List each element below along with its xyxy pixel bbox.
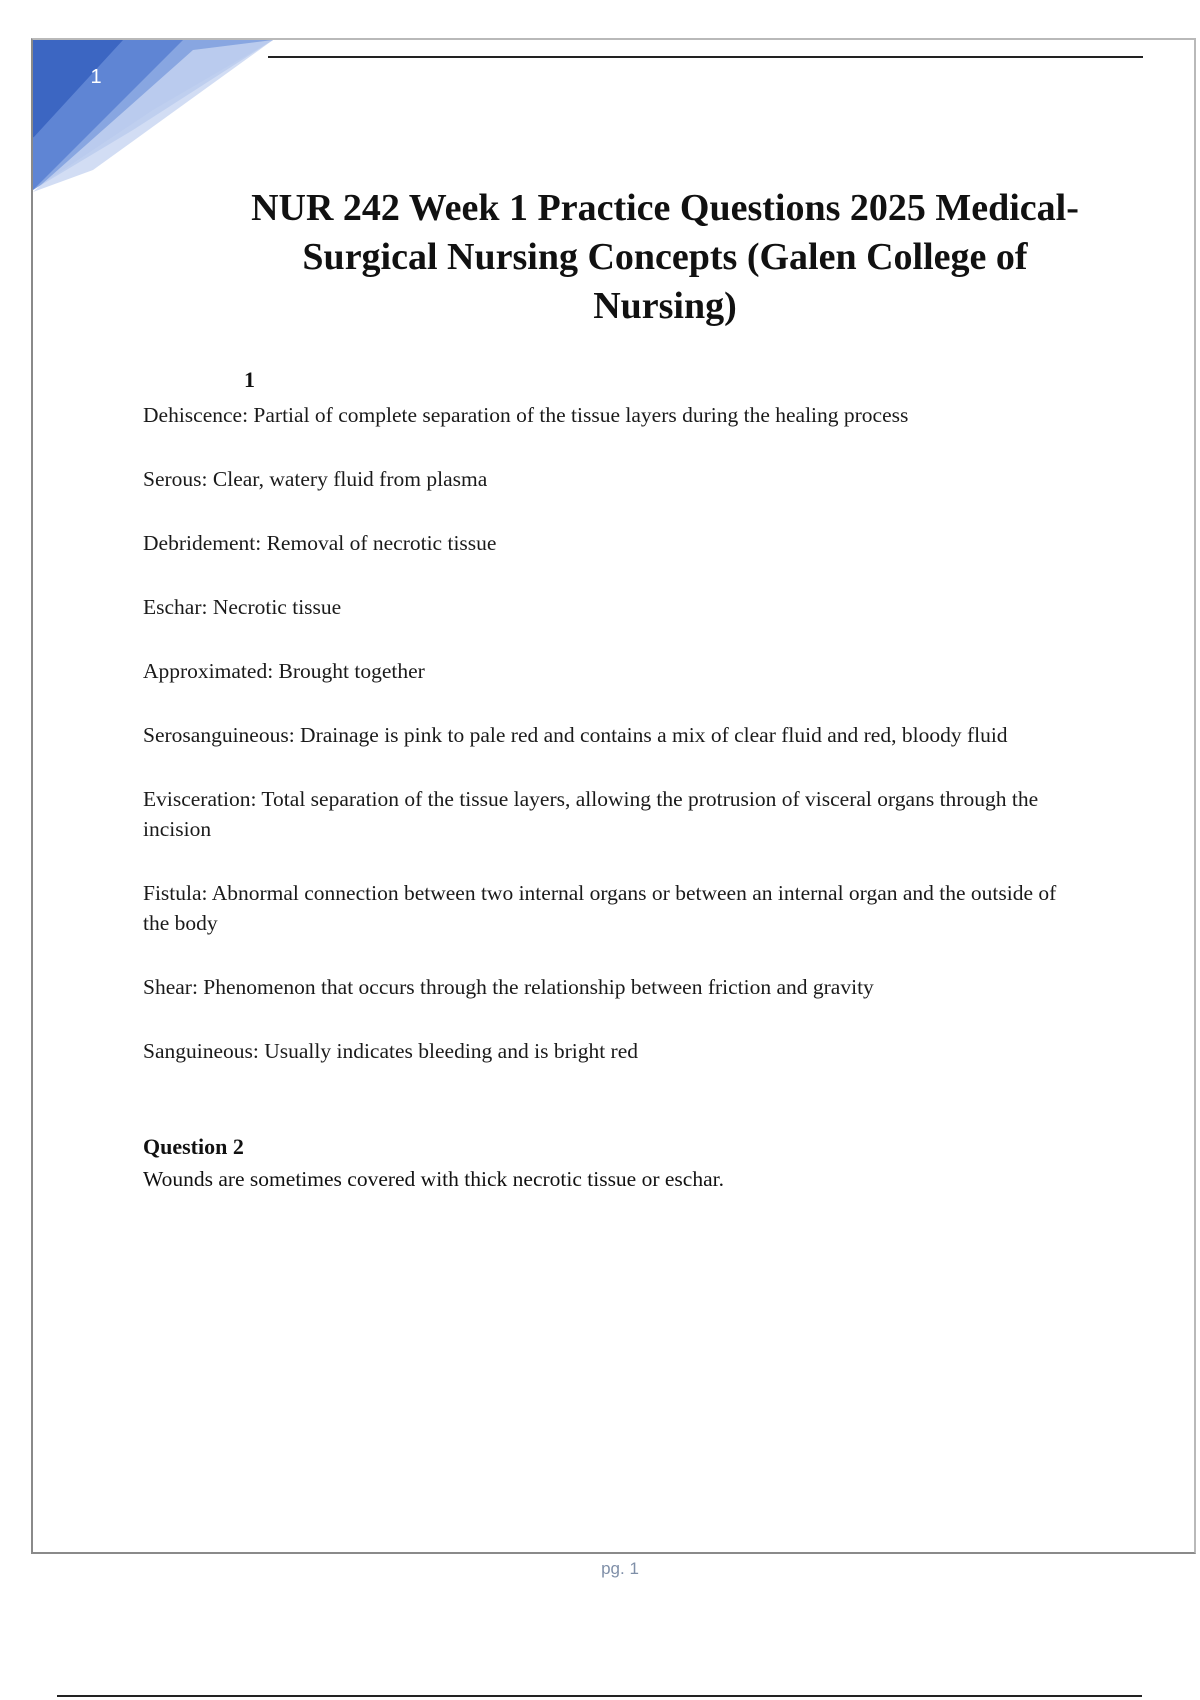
bottom-rule	[57, 1695, 1142, 1697]
footer-page-label: pg. 1	[601, 1559, 639, 1578]
section-number: 1	[244, 367, 255, 392]
definition-dehiscence: Dehiscence: Partial of complete separation of the tissue layers during the healing process	[143, 403, 909, 427]
definition-serosanguineous: Serosanguineous: Drainage is pink to pale red and contains a mix of clear fluid and red, bloody fluid	[143, 723, 1008, 747]
page-number-badge: 1	[90, 66, 102, 88]
definition-serous: Serous: Clear, watery fluid from plasma	[143, 467, 488, 491]
question-text: Wounds are sometimes covered with thick necrotic tissue or eschar.	[143, 1167, 724, 1191]
header-rule	[268, 56, 1143, 58]
question-heading: Question 2	[143, 1134, 244, 1159]
definitions-list	[143, 400, 1083, 1100]
corner-decoration	[33, 40, 273, 200]
definition-fistula: Fistula: Abnormal connection between two internal organs or between an internal organ and the outside of the body	[143, 881, 1057, 935]
document-title: NUR 242 Week 1 Practice Questions 2025 Medical-Surgical Nursing Concepts (Galen College of Nursing)	[251, 187, 1079, 327]
definition-evisceration: Evisceration: Total separation of the tissue layers, allowing the protrusion of visceral organs through the incision	[143, 787, 1039, 841]
definition-sanguineous: Sanguineous: Usually indicates bleeding and is bright red	[143, 1039, 639, 1063]
definition-shear: Shear: Phenomenon that occurs through the relationship between friction and gravity	[143, 975, 874, 999]
definition-debridement: Debridement: Removal of necrotic tissue	[143, 531, 497, 555]
definition-approximated: Approximated: Brought together	[143, 659, 425, 683]
definition-eschar: Eschar: Necrotic tissue	[143, 595, 342, 619]
question-block	[143, 1132, 1083, 1194]
